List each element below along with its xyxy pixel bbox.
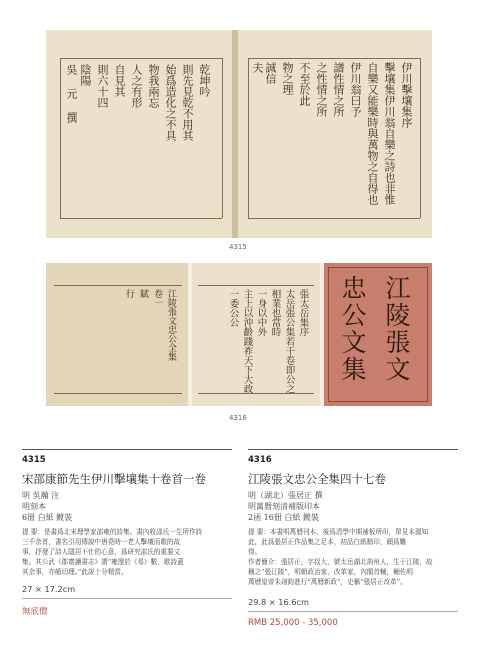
book-text-column: 太岳張公集若干卷即公之 bbox=[283, 289, 295, 394]
lot-estimate: 無底價 bbox=[22, 607, 48, 617]
book-text-column: 始爲造化之不具 bbox=[164, 64, 177, 141]
lot-description-line: 其余事，亦頗切理。”此説十分精當。 bbox=[22, 568, 128, 576]
lot-number: 4316 bbox=[248, 455, 272, 465]
book-text-column: 陰陽 bbox=[79, 64, 92, 86]
lot-description-line: 事，抒發了詩人隱居不仕的心意，爲研究邵氏的重要文 bbox=[22, 548, 181, 556]
lot-dimensions: 29.8 × 16.6cm bbox=[248, 597, 310, 607]
book-page-right bbox=[238, 30, 432, 238]
lot-author: 明 吳瀚 注 bbox=[22, 491, 60, 500]
book-text-column: 卷一 bbox=[152, 289, 162, 307]
lot-volumes: 6冊 白紙 鍍裝 bbox=[22, 513, 73, 522]
book-text-column: 乾坤吟 bbox=[198, 64, 211, 97]
lot-4315-image bbox=[46, 30, 432, 238]
book-text-column: 物之理 bbox=[281, 62, 294, 95]
book-text-column: 擊壤集伊川翁自樂之詩也非惟 bbox=[383, 62, 396, 205]
book2-page-left bbox=[46, 263, 188, 406]
book-text-column: 主上以沖齡踐祚天下大政 bbox=[241, 289, 253, 394]
lot-description-line: 集。其公武《郡齋讀書志》謂“雍邃於《易》數，歌詩蓋 bbox=[22, 558, 184, 566]
book-text-column: 自樂又能樂時與萬物之自得也 bbox=[366, 62, 379, 205]
lot-description-line: 提 要：本書明萬曆刊本，後爲清學中期補板所印，單見本源知 bbox=[248, 528, 429, 536]
book-text-column: 賦 bbox=[138, 289, 148, 298]
lot-author: 明（湖北）張居正 撰 bbox=[248, 491, 323, 500]
lot-description-line: 稱之“張江陵”，明朝政治家，改革家，內閣首輔，輔佐明 bbox=[248, 568, 413, 576]
book-text-column: 江陵張文忠公全集 bbox=[166, 289, 176, 361]
book-text-column: 之性情之所 bbox=[315, 62, 328, 117]
book-text-column: 伊川翁曰予 bbox=[349, 62, 362, 117]
book-text-column: 行 bbox=[124, 289, 134, 298]
book-text-column: 則先見乾不用其 bbox=[181, 64, 194, 141]
lot-title: 宋邵康節先生伊川擊壤集十卷首一卷 bbox=[22, 472, 206, 486]
book-text-column: 一身以中外 bbox=[255, 289, 267, 337]
cover-title: 江陵張文 bbox=[382, 275, 411, 383]
lot-separator bbox=[22, 449, 232, 450]
image-caption-4316: 4316 bbox=[229, 414, 247, 422]
lot-description-line: 三千余首，書名引用傳說中唐堯時一老人擊壤而歌的故 bbox=[22, 538, 181, 546]
image-caption-4315: 4315 bbox=[229, 243, 247, 251]
lot-volumes: 2函 16冊 白紙 鍍裝 bbox=[248, 513, 319, 522]
lot-description-line: 萬曆皇帝朱翊鈞進行“萬曆新政”，史稱“張居正改革”。 bbox=[248, 578, 407, 586]
lot-description-line: 提 要：是書爲北宋理學家邵雍的詩集。書內收邵氏一生所作詩 bbox=[22, 528, 203, 536]
book2-cover bbox=[324, 263, 432, 406]
lot-separator-thin bbox=[248, 611, 458, 612]
lot-dimensions: 27 × 17.2cm bbox=[22, 584, 76, 594]
book-text-column: 一委公公 bbox=[227, 289, 239, 327]
book-text-column: 不至於此 bbox=[298, 62, 311, 106]
book-text-column: 夫 bbox=[251, 62, 264, 73]
lot-description-line: 作者簡介：張居正，字叔大，號太岳湖北荊州人，生于江陵，故 bbox=[248, 558, 433, 566]
book-text-column: 則六十四 bbox=[96, 64, 109, 108]
book-text-column: 人之有形 bbox=[130, 64, 143, 108]
lot-title: 江陵張文忠公全集四十七卷 bbox=[248, 472, 386, 486]
book-text-column: 自見其 bbox=[113, 64, 126, 97]
book-text-column: 張太岳集序 bbox=[297, 289, 309, 337]
book-page-left bbox=[46, 30, 232, 238]
lot-number: 4315 bbox=[22, 455, 46, 465]
book-text-column: 物我兩忘 bbox=[147, 64, 160, 108]
lot-separator bbox=[248, 449, 458, 450]
book-text-column: 誠信 bbox=[264, 62, 277, 84]
lot-edition: 明萬曆刻清補版印本 bbox=[248, 502, 320, 511]
book-text-column: 相業也當時 bbox=[269, 289, 281, 337]
lot-edition: 明刻本 bbox=[22, 502, 46, 511]
lot-separator-thin bbox=[22, 598, 232, 599]
book-text-column: 譜性情之所 bbox=[332, 62, 345, 117]
lot-description-line: 得。 bbox=[248, 548, 262, 556]
book-text-column: 吳 元 撰 bbox=[65, 64, 78, 123]
book2-page-preface bbox=[192, 263, 320, 406]
lot-description-line: 此，此爲張居正作品集之足本，初品白紙精印，頗爲難 bbox=[248, 538, 407, 546]
lot-4316-image bbox=[46, 263, 432, 406]
book-text-column: 伊川擊壤集序 bbox=[400, 62, 413, 128]
lot-estimate: RMB 25,000 - 35,000 bbox=[248, 618, 338, 628]
cover-title: 忠公文集 bbox=[338, 275, 367, 383]
